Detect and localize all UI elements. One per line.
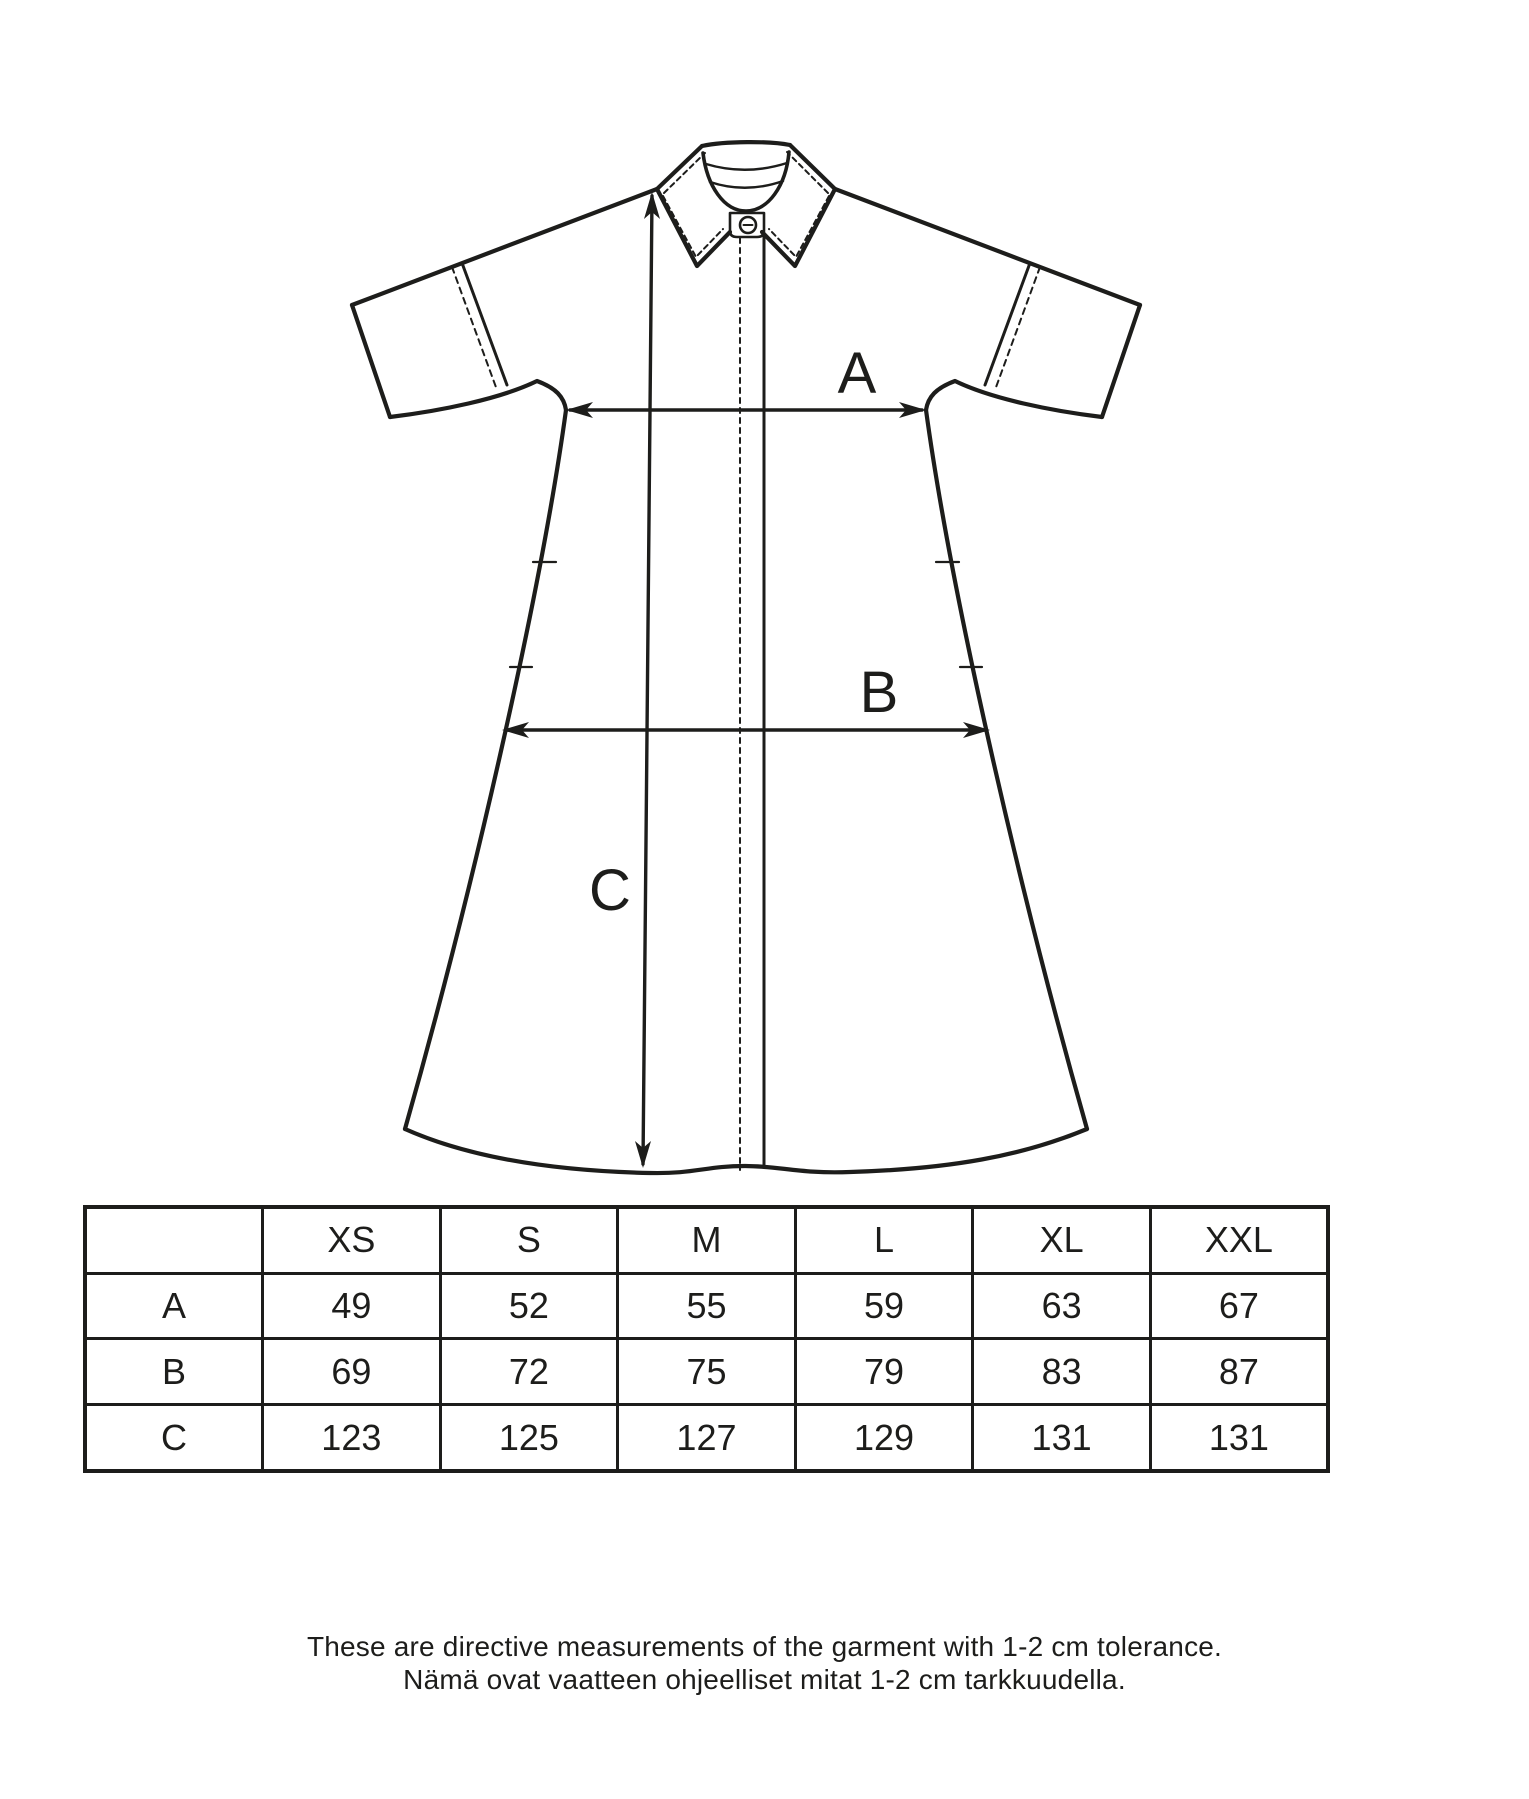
right-shoulder-line <box>835 189 1140 305</box>
collar-stand-seam-upper <box>706 163 787 170</box>
measurement-value: 52 <box>440 1273 618 1339</box>
size-col-header: XXL <box>1150 1207 1328 1273</box>
measurement-value: 55 <box>618 1273 796 1339</box>
hem-line <box>405 1129 1087 1173</box>
tolerance-note-en: These are directive measurements of the garment with 1-2 cm tolerance. <box>306 1631 1223 1662</box>
measure-a-label: A <box>837 341 877 406</box>
measure-b-label: B <box>859 660 899 725</box>
left-cuff-topstitch <box>452 267 497 390</box>
left-side-seam <box>405 410 566 1129</box>
measurement-value: 131 <box>973 1405 1151 1471</box>
collar-left-top-edge <box>657 146 702 189</box>
measurement-value: 75 <box>618 1339 796 1405</box>
collar-left-edge-topstitch <box>664 153 705 193</box>
collar-right-top-edge <box>790 145 835 189</box>
size-col-header: M <box>618 1207 796 1273</box>
left-sleeve-underside <box>390 381 566 417</box>
measurement-value: 67 <box>1150 1273 1328 1339</box>
size-table-header-row <box>85 1207 1328 1273</box>
measurement-value: 127 <box>618 1405 796 1471</box>
size-col-header: S <box>440 1207 618 1273</box>
row-label: C <box>85 1405 263 1471</box>
table-row-b <box>85 1339 1328 1405</box>
measurement-value: 125 <box>440 1405 618 1471</box>
measurement-value: 79 <box>795 1339 973 1405</box>
left-cuff-seam <box>462 263 507 385</box>
collar-top-edge <box>702 142 790 146</box>
garment-body <box>352 189 1140 1173</box>
collar-stand-seam-lower <box>710 181 783 188</box>
table-row-a <box>85 1273 1328 1339</box>
measurement-value: 59 <box>795 1273 973 1339</box>
size-col-header: XS <box>263 1207 441 1273</box>
measure-c-label: C <box>589 858 631 923</box>
measurement-value: 123 <box>263 1405 441 1471</box>
measurement-value: 63 <box>973 1273 1151 1339</box>
right-side-seam <box>926 410 1087 1129</box>
right-cuff-topstitch <box>995 267 1040 390</box>
right-cuff-edge <box>1102 305 1140 417</box>
measurement-value: 83 <box>973 1339 1151 1405</box>
table-row-c <box>85 1405 1328 1471</box>
measure-c-line <box>643 196 652 1164</box>
size-col-header: XL <box>973 1207 1151 1273</box>
measurement-a <box>566 341 926 418</box>
measurement-b <box>502 660 990 738</box>
row-label: A <box>85 1273 263 1339</box>
measurement-value: 129 <box>795 1405 973 1471</box>
right-sleeve-underside <box>926 381 1102 417</box>
collar <box>657 142 835 266</box>
measurement-value: 72 <box>440 1339 618 1405</box>
size-col-header: L <box>795 1207 973 1273</box>
measurement-value: 87 <box>1150 1339 1328 1405</box>
measurement-c <box>589 192 660 1168</box>
row-label: B <box>85 1339 263 1405</box>
size-table-corner-cell <box>85 1207 263 1273</box>
left-cuff-edge <box>352 305 390 417</box>
tolerance-note-fi: Nämä ovat vaatteen ohjeelliset mitat 1-2 cm tarkkuudella. <box>403 1664 1126 1695</box>
size-table <box>83 1205 1330 1473</box>
right-cuff-seam <box>985 263 1030 385</box>
measurement-value: 69 <box>263 1339 441 1405</box>
back-neck-curve <box>703 152 789 211</box>
collar-right-edge-topstitch <box>787 152 828 193</box>
measurement-value: 49 <box>263 1273 441 1339</box>
measurement-value: 131 <box>1150 1405 1328 1471</box>
left-shoulder-line <box>352 189 657 305</box>
tolerance-note <box>0 1630 1529 1696</box>
